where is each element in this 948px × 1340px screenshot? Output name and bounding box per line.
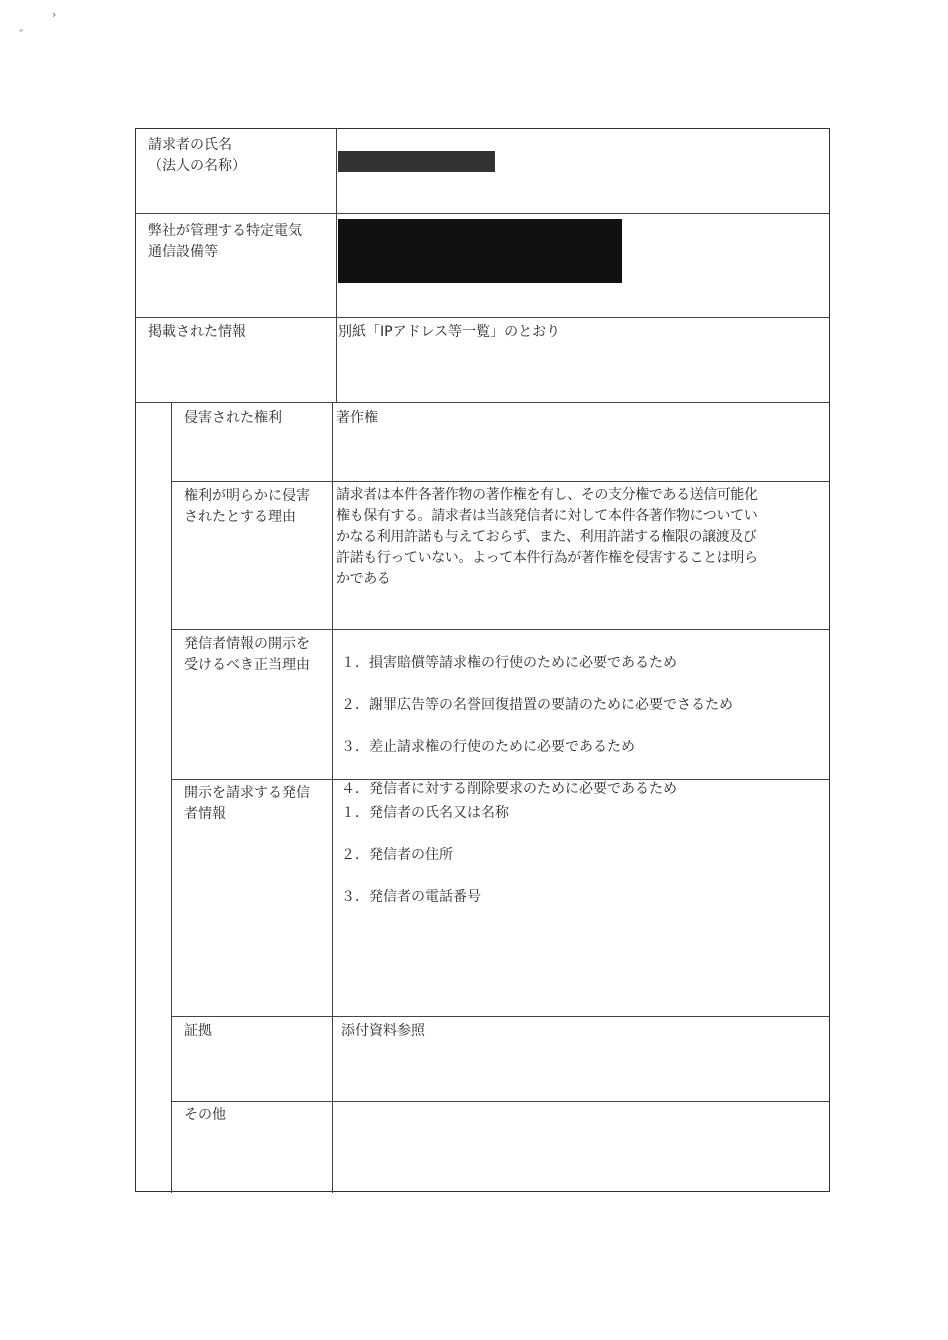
evidence-value: 添付資料参照 (341, 1023, 425, 1039)
list-item: ２．謝罪広告等の名誉回復措置の要請のために必要でさるため (341, 697, 733, 713)
row-divider (136, 213, 829, 214)
posted-info-value: 別紙「IPアドレス等一覧」のとおり (338, 324, 561, 340)
list-item: ４．発信者に対する削除要求のために必要であるため (341, 781, 677, 797)
column-divider (336, 129, 337, 402)
row-divider (136, 317, 829, 318)
requested-info-label: 開示を請求する発信 者情報 (184, 785, 310, 822)
redacted-facility (338, 219, 622, 283)
list-item: １．損害賠償等請求権の行使のために必要であるため (341, 655, 677, 671)
facility-label: 弊社が管理する特定電気 通信設備等 (148, 223, 302, 260)
row-divider (171, 481, 829, 482)
justification-label: 発信者情報の開示を 受けるべき正当理由 (184, 636, 310, 673)
row-divider (171, 1016, 829, 1017)
infringed-right-label: 侵害された権利 (184, 410, 282, 426)
requester-name-label: 請求者の氏名 （法人の名称） (148, 137, 246, 174)
evidence-label: 証拠 (184, 1023, 212, 1039)
row-divider (171, 629, 829, 630)
list-item: ３．差止請求権の行使のために必要であるため (341, 739, 635, 755)
column-divider (332, 402, 333, 1193)
disclosure-request-form (135, 128, 830, 1192)
section-indent-line (171, 402, 172, 1193)
list-item: ３．発信者の電話番号 (341, 889, 481, 905)
reason-label: 権利が明らかに侵害 されたとする理由 (184, 488, 310, 525)
scan-speck: › (52, 8, 57, 21)
infringed-right-value: 著作権 (336, 410, 378, 426)
requested-info-list (341, 782, 509, 929)
list-item: ２．発信者の住所 (341, 847, 453, 863)
redacted-requester-name (338, 151, 495, 172)
other-label: その他 (184, 1107, 226, 1123)
scan-speck: ˝ (18, 28, 24, 41)
row-divider (171, 1101, 829, 1102)
list-item: １．発信者の氏名又は名称 (341, 805, 509, 821)
row-divider (136, 402, 829, 403)
posted-info-label: 掲載された情報 (148, 324, 246, 340)
reason-value: 請求者は本件各著作物の著作権を有し、その支分権である送信可能化 権も保有する。請求者は当該発信者に対して本件各著作物についてい かなる利用許諾も与えておらず、また、利用許諾する権限の譲渡及び 許諾も行っていない。よって本件行為が著作権を侵害することは明ら かである (336, 487, 758, 587)
